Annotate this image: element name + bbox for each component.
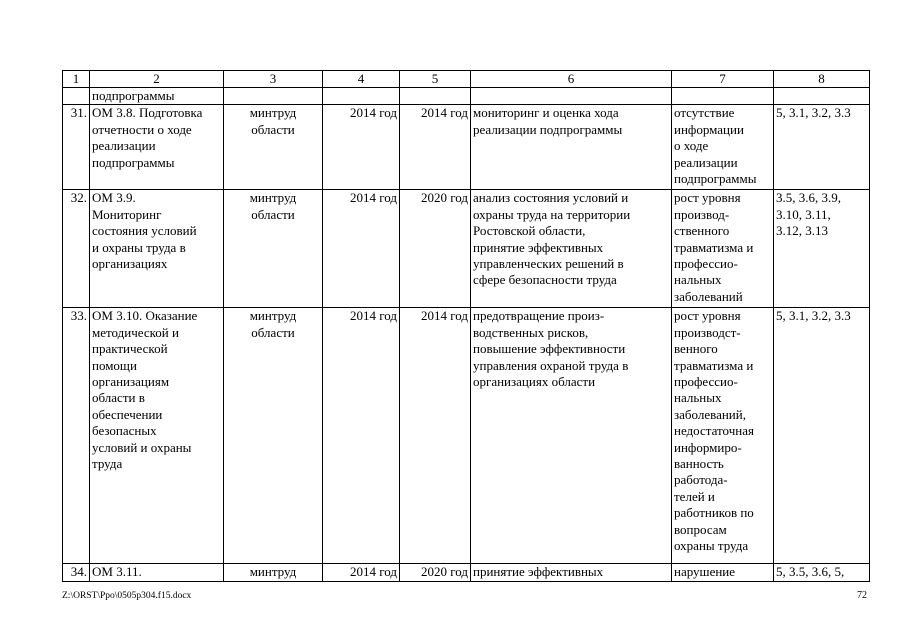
table-row [63,564,870,581]
cell-result: предотвращение произ- водственных рисков, повышение эффективности управления охраной труда в организациях области [471,308,672,564]
cell-consequence: нарушение [672,564,774,581]
cell-start [323,88,400,105]
table-row [63,308,870,564]
cell-start: 2014 год [323,105,400,190]
continuation-row [63,88,870,105]
cell-measure: ОМ 3.9. Мониторинг состояния условий и охраны труда в организациях [90,190,224,308]
cell-num [63,88,90,105]
header-col-5: 5 [400,71,471,88]
cell-measure: ОМ 3.8. Подготовка отчетности о ходе реализации подпрограммы [90,105,224,190]
page-number: 72 [857,590,867,601]
header-col-4: 4 [323,71,400,88]
cell-consequence: рост уровня производст- венного травматизма и профессио- нальных заболеваний, недостаточная информиро- ванность работода- телей и работников по вопросам охраны труда [672,308,774,564]
cell-result [471,88,672,105]
table-row [63,105,870,190]
cell-link: 5, 3.5, 3.6, 5, [774,564,870,581]
header-col-1: 1 [63,71,90,88]
program-measures-table [62,70,870,582]
cell-end: 2014 год [400,308,471,564]
header-row [63,71,870,88]
cell-link: 3.5, 3.6, 3.9, 3.10, 3.11, 3.12, 3.13 [774,190,870,308]
header-col-6: 6 [471,71,672,88]
cell-measure: подпрограммы [90,88,224,105]
cell-end: 2020 год [400,564,471,581]
row-number: 34. [63,564,90,581]
row-number: 32. [63,190,90,308]
cell-executor: минтруд области [224,105,323,190]
row-number: 31. [63,105,90,190]
cell-executor: минтруд области [224,190,323,308]
cell-end: 2020 год [400,190,471,308]
cell-result: принятие эффективных [471,564,672,581]
cell-start: 2014 год [323,564,400,581]
cell-link: 5, 3.1, 3.2, 3.3 [774,308,870,564]
header-col-3: 3 [224,71,323,88]
header-col-8: 8 [774,71,870,88]
cell-end: 2014 год [400,105,471,190]
cell-link [774,88,870,105]
cell-measure: ОМ 3.10. Оказание методической и практической помощи организациям области в обеспечении безопасных условий и охраны труда [90,308,224,564]
cell-result: мониторинг и оценка хода реализации подпрограммы [471,105,672,190]
footer-file-path: Z:\ORST\Ppo\0505p304.f15.docx [62,591,192,601]
cell-end [400,88,471,105]
cell-start: 2014 год [323,308,400,564]
header-col-2: 2 [90,71,224,88]
cell-link: 5, 3.1, 3.2, 3.3 [774,105,870,190]
header-col-7: 7 [672,71,774,88]
cell-consequence [672,88,774,105]
table-row [63,190,870,308]
cell-result: анализ состояния условий и охраны труда на территории Ростовской области, принятие эффективных управленческих решений в сфере безопасности труда [471,190,672,308]
cell-executor [224,88,323,105]
cell-executor: минтруд области [224,308,323,564]
cell-consequence: рост уровня производ- ственного травматизма и профессио- нальных заболеваний [672,190,774,308]
row-number: 33. [63,308,90,564]
cell-executor: минтруд [224,564,323,581]
cell-measure: ОМ 3.11. [90,564,224,581]
cell-start: 2014 год [323,190,400,308]
cell-consequence: отсутствие информации о ходе реализации подпрограммы [672,105,774,190]
